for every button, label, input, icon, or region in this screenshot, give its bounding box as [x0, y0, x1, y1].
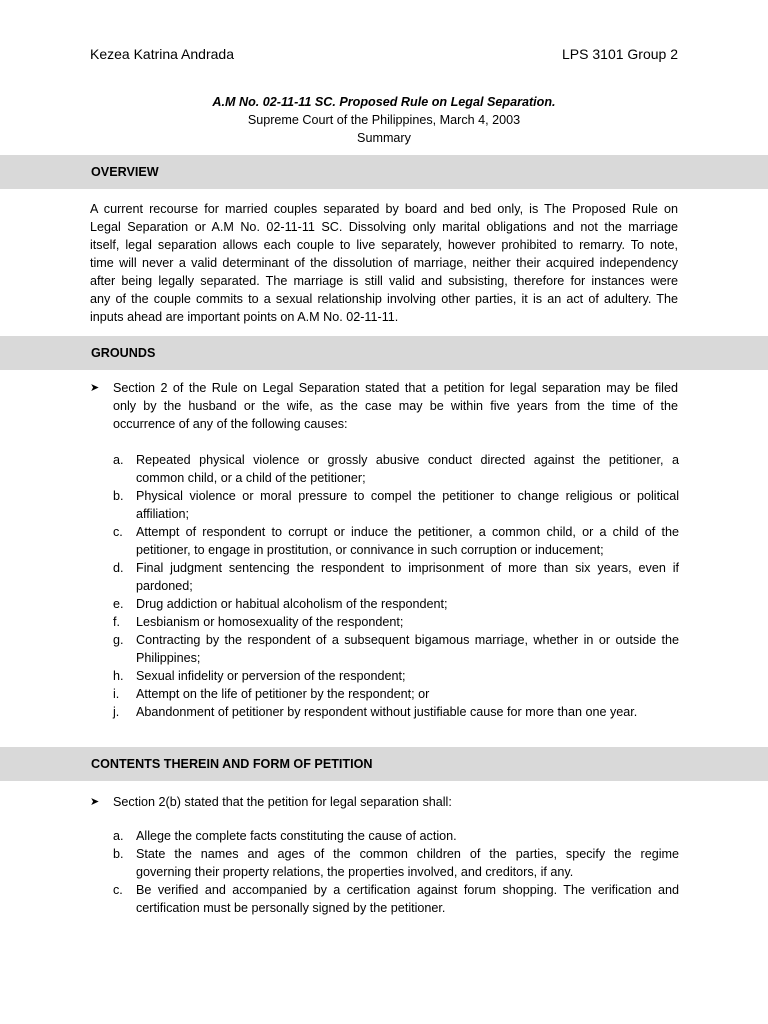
text-line: Section 2 of the Rule on Legal Separation stated that a petition for legal separation may be filed [113, 381, 678, 395]
text-line: pardoned; [136, 579, 193, 593]
text-line: Lesbianism or homosexuality of the respondent; [136, 615, 404, 629]
text-line: any of the couple commits to a sexual relationship involving other parties, it is an act of adultery. The [90, 292, 678, 306]
text-line: petitioner, to engage in prostitution, or connivance in such corruption or inducement; [136, 543, 604, 557]
text-line: occurrence of any of the following causes: [113, 417, 348, 431]
list-item [113, 559, 679, 595]
section-header-grounds [0, 336, 768, 370]
list-item [113, 827, 679, 845]
section-heading: GROUNDS [91, 346, 156, 360]
text-line: after being legally separated. The marriage is still valid and subsisting, therefore for instances were [90, 274, 678, 288]
text-line: Repeated physical violence or grossly abusive conduct directed against the petitioner, a [136, 453, 679, 467]
grounds-list [113, 451, 679, 721]
section-header-overview [0, 155, 768, 189]
course-group: LPS 3101 Group 2 [562, 46, 678, 62]
text-line: Contracting by the respondent of a subsequent bigamous marriage, whether in or outside the [136, 633, 679, 647]
text-line: Philippines; [136, 651, 201, 665]
list-marker: c. [113, 883, 123, 897]
text-line: time will never a valid determinant of the dissolution of marriage, neither their acquired independency [90, 256, 678, 270]
text-line: Drug addiction or habitual alcoholism of the respondent; [136, 597, 448, 611]
list-marker: a. [113, 829, 124, 843]
section-heading: OVERVIEW [91, 165, 159, 179]
author-name: Kezea Katrina Andrada [90, 46, 234, 62]
text-line: Section 2(b) stated that the petition for legal separation shall: [113, 795, 452, 809]
text-line: Be verified and accompanied by a certification against forum shopping. The verification and [136, 883, 679, 897]
text-line: Legal Separation or A.M No. 02-11-11 SC. Dissolving only marital obligations and not the marriage [90, 220, 678, 234]
list-item [113, 685, 679, 703]
list-item [113, 703, 679, 721]
list-item [113, 631, 679, 667]
list-item [113, 667, 679, 685]
list-item [113, 487, 679, 523]
contents-list [113, 827, 679, 917]
list-item [113, 881, 679, 917]
text-line: Final judgment sentencing the respondent to imprisonment of more than six years, even if [136, 561, 679, 575]
text-line: certification must be personally signed by the petitioner. [136, 901, 446, 915]
list-marker: h. [113, 669, 124, 683]
text-line: Attempt of respondent to corrupt or induce the petitioner, a common child, or a child of the [136, 525, 679, 539]
list-marker: d. [113, 561, 124, 575]
arrow-bullet-icon: ➤ [90, 382, 100, 394]
text-line: inputs ahead are important points on A.M No. 02-11-11. [90, 310, 399, 324]
text-line: Attempt on the life of petitioner by the respondent; or [136, 687, 430, 701]
list-item [113, 613, 679, 631]
list-item [113, 845, 679, 881]
list-marker: g. [113, 633, 124, 647]
document-title [0, 93, 768, 147]
list-marker: f. [113, 615, 120, 629]
list-marker: b. [113, 489, 124, 503]
list-item [113, 523, 679, 559]
text-line: itself, legal separation allows each couple to live separately, however prohibited to remarry. To note, [90, 238, 678, 252]
title-line-1: A.M No. 02-11-11 SC. Proposed Rule on Legal Separation. [212, 95, 556, 109]
section-heading: CONTENTS THEREIN AND FORM OF PETITION [91, 757, 373, 771]
page-header [90, 45, 678, 63]
arrow-bullet-icon: ➤ [90, 796, 100, 808]
list-marker: i. [113, 687, 120, 701]
text-line: governing their property relations, the properties involved, and creditors, if any. [136, 865, 574, 879]
title-line-2: Supreme Court of the Philippines, March 4, 2003 [247, 113, 521, 127]
text-line: Sexual infidelity or perversion of the respondent; [136, 669, 406, 683]
list-marker: j. [113, 705, 120, 719]
list-marker: a. [113, 453, 124, 467]
list-item [113, 451, 679, 487]
list-marker: e. [113, 597, 124, 611]
text-line: affiliation; [136, 507, 189, 521]
title-line-3: Summary [357, 131, 411, 145]
list-marker: c. [113, 525, 123, 539]
text-line: Physical violence or moral pressure to compel the petitioner to change religious or political [136, 489, 679, 503]
list-marker: b. [113, 847, 124, 861]
text-line: Allege the complete facts constituting the cause of action. [136, 829, 457, 843]
text-line: State the names and ages of the common children of the parties, specify the regime [136, 847, 679, 861]
section-header-contents [0, 747, 768, 781]
text-line: A current recourse for married couples separated by board and bed only, is The Proposed Rule on [90, 202, 678, 216]
text-line: only by the husband or the wife, as the case may be within five years from the time of the [113, 399, 678, 413]
overview-paragraph [90, 200, 678, 326]
list-item [113, 595, 679, 613]
text-line: common child, or a child of the petitioner; [136, 471, 366, 485]
text-line: Abandonment of petitioner by respondent without justifiable cause for more than one year. [136, 705, 638, 719]
